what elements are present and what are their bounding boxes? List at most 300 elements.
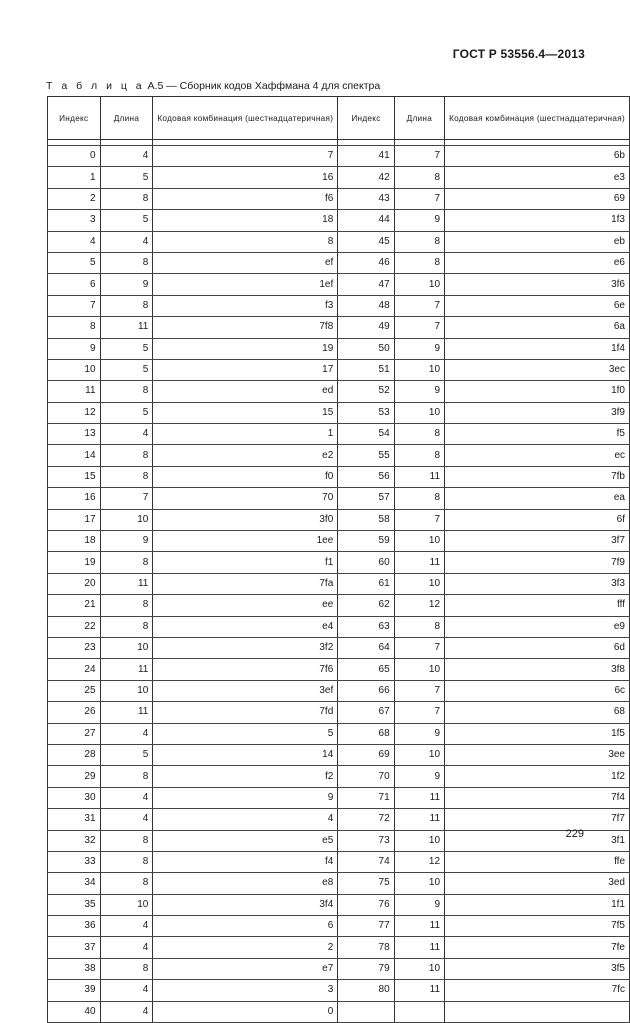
cell-code: eb [445, 231, 630, 252]
cell-index: 23 [48, 637, 101, 658]
cell-index: 14 [48, 445, 101, 466]
cell-index: 49 [338, 317, 394, 338]
cell-index: 45 [338, 231, 394, 252]
cell-index: 42 [338, 167, 394, 188]
cell-code: e2 [153, 445, 338, 466]
cell-index: 17 [48, 509, 101, 530]
cell-index: 9 [48, 338, 101, 359]
column-header-code-left: Кодовая комбинация (шестнадцатеричная) [153, 97, 338, 140]
cell-length: 10 [394, 573, 444, 594]
table-row [48, 851, 630, 872]
table-row [48, 830, 630, 851]
table-row [48, 231, 630, 252]
cell-length: 10 [394, 402, 444, 423]
cell-index: 60 [338, 552, 394, 573]
table-row [48, 509, 630, 530]
huffman-codebook-table [47, 96, 630, 1023]
table-row [48, 937, 630, 958]
cell-length: 5 [100, 210, 153, 231]
cell-index: 37 [48, 937, 101, 958]
cell-index: 64 [338, 637, 394, 658]
table-row [48, 317, 630, 338]
cell-index: 50 [338, 338, 394, 359]
cell-code: 2 [153, 937, 338, 958]
table-row [48, 188, 630, 209]
cell-index: 1 [48, 167, 101, 188]
cell-index: 16 [48, 488, 101, 509]
cell-index: 44 [338, 210, 394, 231]
table-row [48, 873, 630, 894]
table-row [48, 958, 630, 979]
cell-code: 7fa [153, 573, 338, 594]
table-caption-text: А.5 — Сборник кодов Хаффмана 4 для спектра [147, 80, 381, 92]
cell-length: 8 [394, 424, 444, 445]
cell-length: 4 [100, 809, 153, 830]
cell-index: 65 [338, 659, 394, 680]
cell-code: 9 [153, 787, 338, 808]
table-row [48, 680, 630, 701]
cell-index: 71 [338, 787, 394, 808]
table-row [48, 167, 630, 188]
cell-length: 11 [394, 809, 444, 830]
cell-code: 3f7 [445, 531, 630, 552]
cell-length: 8 [100, 466, 153, 487]
cell-length: 10 [100, 509, 153, 530]
cell-code: 7fd [153, 702, 338, 723]
cell-code: 1f2 [445, 766, 630, 787]
cell-length: 10 [100, 637, 153, 658]
cell-code: e6 [445, 252, 630, 273]
table-row [48, 894, 630, 915]
cell-length: 8 [394, 252, 444, 273]
cell-length: 9 [394, 338, 444, 359]
table-row [48, 573, 630, 594]
cell-length: 10 [394, 359, 444, 380]
cell-length: 7 [100, 488, 153, 509]
cell-index: 2 [48, 188, 101, 209]
column-header-length-right: Длина [394, 97, 444, 140]
cell-length [394, 1001, 444, 1022]
cell-index: 67 [338, 702, 394, 723]
table-header-row [48, 97, 630, 140]
cell-index: 35 [48, 894, 101, 915]
cell-index: 30 [48, 787, 101, 808]
cell-code: 1f4 [445, 338, 630, 359]
cell-index: 70 [338, 766, 394, 787]
cell-length: 9 [394, 210, 444, 231]
cell-index: 26 [48, 702, 101, 723]
cell-length: 8 [100, 188, 153, 209]
cell-index: 12 [48, 402, 101, 423]
page-number: 229 [565, 828, 584, 840]
cell-length: 7 [394, 680, 444, 701]
cell-index: 68 [338, 723, 394, 744]
cell-index: 59 [338, 531, 394, 552]
cell-length: 5 [100, 744, 153, 765]
cell-length: 11 [394, 787, 444, 808]
cell-code: 5 [153, 723, 338, 744]
cell-index: 72 [338, 809, 394, 830]
cell-index: 69 [338, 744, 394, 765]
cell-code: 6c [445, 680, 630, 701]
cell-index: 73 [338, 830, 394, 851]
table-row [48, 1001, 630, 1022]
cell-code: 3ed [445, 873, 630, 894]
cell-length: 8 [100, 873, 153, 894]
cell-length: 8 [100, 295, 153, 316]
cell-index: 27 [48, 723, 101, 744]
column-header-length-left: Длина [100, 97, 153, 140]
table-row [48, 616, 630, 637]
cell-index: 80 [338, 980, 394, 1001]
cell-index: 22 [48, 616, 101, 637]
document-standard-header: ГОСТ Р 53556.4—2013 [452, 47, 585, 61]
cell-index: 15 [48, 466, 101, 487]
cell-length: 12 [394, 595, 444, 616]
cell-index: 61 [338, 573, 394, 594]
cell-length: 8 [100, 552, 153, 573]
cell-code: 6 [153, 916, 338, 937]
cell-length: 8 [394, 488, 444, 509]
cell-code [445, 1001, 630, 1022]
cell-length: 10 [394, 744, 444, 765]
table-row [48, 595, 630, 616]
cell-length: 9 [394, 894, 444, 915]
cell-code: 4 [153, 809, 338, 830]
cell-code: 3ee [445, 744, 630, 765]
cell-length: 11 [394, 937, 444, 958]
cell-length: 8 [100, 958, 153, 979]
cell-index: 25 [48, 680, 101, 701]
cell-code: f4 [153, 851, 338, 872]
cell-code: 0 [153, 1001, 338, 1022]
cell-length: 5 [100, 402, 153, 423]
cell-code: 3f6 [445, 274, 630, 295]
table-body [48, 140, 630, 1023]
cell-length: 5 [100, 167, 153, 188]
cell-code: 3f1 [445, 830, 630, 851]
cell-length: 8 [394, 231, 444, 252]
cell-index: 66 [338, 680, 394, 701]
cell-length: 4 [100, 723, 153, 744]
table-row [48, 274, 630, 295]
cell-length: 5 [100, 359, 153, 380]
cell-code: 3f0 [153, 509, 338, 530]
cell-length: 10 [394, 659, 444, 680]
cell-index: 52 [338, 381, 394, 402]
cell-index: 63 [338, 616, 394, 637]
cell-length: 8 [394, 167, 444, 188]
cell-length: 10 [100, 680, 153, 701]
table-row [48, 445, 630, 466]
cell-code: f6 [153, 188, 338, 209]
table-row [48, 252, 630, 273]
table-row [48, 338, 630, 359]
cell-index [338, 1001, 394, 1022]
cell-length: 7 [394, 295, 444, 316]
cell-index: 4 [48, 231, 101, 252]
cell-index: 13 [48, 424, 101, 445]
cell-index: 0 [48, 146, 101, 167]
cell-code: 6f [445, 509, 630, 530]
table-row [48, 146, 630, 167]
table-row [48, 552, 630, 573]
cell-length: 7 [394, 317, 444, 338]
cell-code: ea [445, 488, 630, 509]
cell-index: 7 [48, 295, 101, 316]
cell-length: 11 [100, 702, 153, 723]
table-row [48, 766, 630, 787]
cell-length: 7 [394, 188, 444, 209]
cell-code: ed [153, 381, 338, 402]
table-row [48, 381, 630, 402]
cell-code: 7 [153, 146, 338, 167]
table-row [48, 723, 630, 744]
table-row [48, 637, 630, 658]
table-row [48, 659, 630, 680]
cell-code: 14 [153, 744, 338, 765]
cell-code: e5 [153, 830, 338, 851]
cell-length: 12 [394, 851, 444, 872]
cell-code: 3f2 [153, 637, 338, 658]
cell-code: 16 [153, 167, 338, 188]
cell-index: 32 [48, 830, 101, 851]
table-row [48, 916, 630, 937]
cell-length: 8 [100, 851, 153, 872]
cell-index: 29 [48, 766, 101, 787]
cell-code: f3 [153, 295, 338, 316]
cell-code: 3f5 [445, 958, 630, 979]
cell-index: 46 [338, 252, 394, 273]
cell-code: 6a [445, 317, 630, 338]
cell-length: 11 [100, 573, 153, 594]
cell-length: 11 [100, 659, 153, 680]
cell-length: 4 [100, 231, 153, 252]
table-row [48, 402, 630, 423]
cell-code: 1f3 [445, 210, 630, 231]
cell-length: 11 [394, 552, 444, 573]
cell-index: 74 [338, 851, 394, 872]
cell-length: 9 [100, 531, 153, 552]
cell-code: 7f7 [445, 809, 630, 830]
cell-length: 7 [394, 146, 444, 167]
cell-length: 9 [100, 274, 153, 295]
cell-index: 53 [338, 402, 394, 423]
cell-length: 11 [394, 466, 444, 487]
cell-index: 38 [48, 958, 101, 979]
cell-code: 3f4 [153, 894, 338, 915]
cell-code: 1f1 [445, 894, 630, 915]
cell-length: 4 [100, 787, 153, 808]
cell-length: 8 [100, 616, 153, 637]
cell-index: 10 [48, 359, 101, 380]
table-row [48, 359, 630, 380]
cell-index: 34 [48, 873, 101, 894]
table-row [48, 787, 630, 808]
cell-code: 3ec [445, 359, 630, 380]
table-row [48, 424, 630, 445]
cell-index: 55 [338, 445, 394, 466]
cell-length: 11 [100, 317, 153, 338]
table-row [48, 210, 630, 231]
cell-code: 3 [153, 980, 338, 1001]
cell-code: 3ef [153, 680, 338, 701]
table-row [48, 980, 630, 1001]
cell-code: e7 [153, 958, 338, 979]
cell-length: 4 [100, 916, 153, 937]
cell-length: 11 [394, 916, 444, 937]
cell-index: 8 [48, 317, 101, 338]
cell-code: e9 [445, 616, 630, 637]
cell-index: 18 [48, 531, 101, 552]
cell-index: 24 [48, 659, 101, 680]
cell-length: 8 [100, 595, 153, 616]
cell-code: f1 [153, 552, 338, 573]
cell-code: 3f3 [445, 573, 630, 594]
cell-code: 19 [153, 338, 338, 359]
cell-length: 9 [394, 381, 444, 402]
cell-code: 7fe [445, 937, 630, 958]
cell-index: 76 [338, 894, 394, 915]
table-caption [46, 80, 380, 92]
cell-code: f2 [153, 766, 338, 787]
cell-code: 1ee [153, 531, 338, 552]
cell-index: 36 [48, 916, 101, 937]
cell-code: 69 [445, 188, 630, 209]
cell-code: 6b [445, 146, 630, 167]
cell-length: 9 [394, 766, 444, 787]
cell-code: 6d [445, 637, 630, 658]
cell-length: 8 [100, 381, 153, 402]
cell-code: 1f5 [445, 723, 630, 744]
cell-index: 40 [48, 1001, 101, 1022]
column-header-index-right: Индекс [338, 97, 394, 140]
table-row [48, 466, 630, 487]
table-caption-prefix: Т а б л и ц а [46, 80, 145, 92]
cell-code: ef [153, 252, 338, 273]
cell-length: 10 [100, 894, 153, 915]
cell-code: 18 [153, 210, 338, 231]
cell-code: e3 [445, 167, 630, 188]
cell-code: e4 [153, 616, 338, 637]
cell-length: 10 [394, 531, 444, 552]
cell-code: 1 [153, 424, 338, 445]
cell-code: 7f8 [153, 317, 338, 338]
cell-length: 4 [100, 937, 153, 958]
cell-code: 1ef [153, 274, 338, 295]
column-header-index-left: Индекс [48, 97, 101, 140]
cell-code: 3f8 [445, 659, 630, 680]
cell-length: 7 [394, 702, 444, 723]
cell-index: 62 [338, 595, 394, 616]
cell-length: 4 [100, 424, 153, 445]
cell-length: 8 [100, 445, 153, 466]
cell-index: 28 [48, 744, 101, 765]
cell-code: ec [445, 445, 630, 466]
cell-index: 51 [338, 359, 394, 380]
cell-index: 78 [338, 937, 394, 958]
cell-code: ee [153, 595, 338, 616]
column-header-code-right: Кодовая комбинация (шестнадцатеричная) [445, 97, 630, 140]
cell-length: 11 [394, 980, 444, 1001]
cell-length: 10 [394, 274, 444, 295]
cell-code: 7f9 [445, 552, 630, 573]
cell-code: 1f0 [445, 381, 630, 402]
cell-index: 57 [338, 488, 394, 509]
cell-index: 47 [338, 274, 394, 295]
cell-length: 8 [100, 252, 153, 273]
cell-length: 8 [394, 445, 444, 466]
cell-index: 21 [48, 595, 101, 616]
cell-length: 10 [394, 873, 444, 894]
cell-index: 43 [338, 188, 394, 209]
cell-code: 17 [153, 359, 338, 380]
cell-length: 4 [100, 980, 153, 1001]
cell-index: 33 [48, 851, 101, 872]
cell-code: 7f6 [153, 659, 338, 680]
table-row [48, 809, 630, 830]
cell-code: f0 [153, 466, 338, 487]
cell-length: 8 [100, 766, 153, 787]
cell-length: 9 [394, 723, 444, 744]
cell-index: 5 [48, 252, 101, 273]
cell-index: 41 [338, 146, 394, 167]
table-row [48, 488, 630, 509]
cell-code: fff [445, 595, 630, 616]
cell-code: 6e [445, 295, 630, 316]
cell-length: 5 [100, 338, 153, 359]
cell-index: 6 [48, 274, 101, 295]
cell-code: 7f5 [445, 916, 630, 937]
cell-code: 7fb [445, 466, 630, 487]
cell-index: 11 [48, 381, 101, 402]
cell-length: 4 [100, 146, 153, 167]
cell-length: 4 [100, 1001, 153, 1022]
table-row [48, 295, 630, 316]
cell-code: 70 [153, 488, 338, 509]
cell-code: f5 [445, 424, 630, 445]
cell-index: 39 [48, 980, 101, 1001]
cell-length: 10 [394, 830, 444, 851]
cell-code: 68 [445, 702, 630, 723]
cell-index: 20 [48, 573, 101, 594]
cell-code: 8 [153, 231, 338, 252]
cell-length: 8 [394, 616, 444, 637]
cell-code: 7fc [445, 980, 630, 1001]
cell-index: 79 [338, 958, 394, 979]
cell-code: 15 [153, 402, 338, 423]
table-row [48, 531, 630, 552]
cell-code: e8 [153, 873, 338, 894]
cell-code: 7f4 [445, 787, 630, 808]
cell-length: 8 [100, 830, 153, 851]
cell-code: 3f9 [445, 402, 630, 423]
cell-index: 75 [338, 873, 394, 894]
cell-index: 19 [48, 552, 101, 573]
table-row [48, 702, 630, 723]
cell-length: 7 [394, 637, 444, 658]
cell-index: 56 [338, 466, 394, 487]
cell-code: ffe [445, 851, 630, 872]
cell-index: 58 [338, 509, 394, 530]
cell-length: 7 [394, 509, 444, 530]
cell-index: 77 [338, 916, 394, 937]
cell-index: 48 [338, 295, 394, 316]
cell-length: 10 [394, 958, 444, 979]
cell-index: 31 [48, 809, 101, 830]
cell-index: 54 [338, 424, 394, 445]
cell-index: 3 [48, 210, 101, 231]
